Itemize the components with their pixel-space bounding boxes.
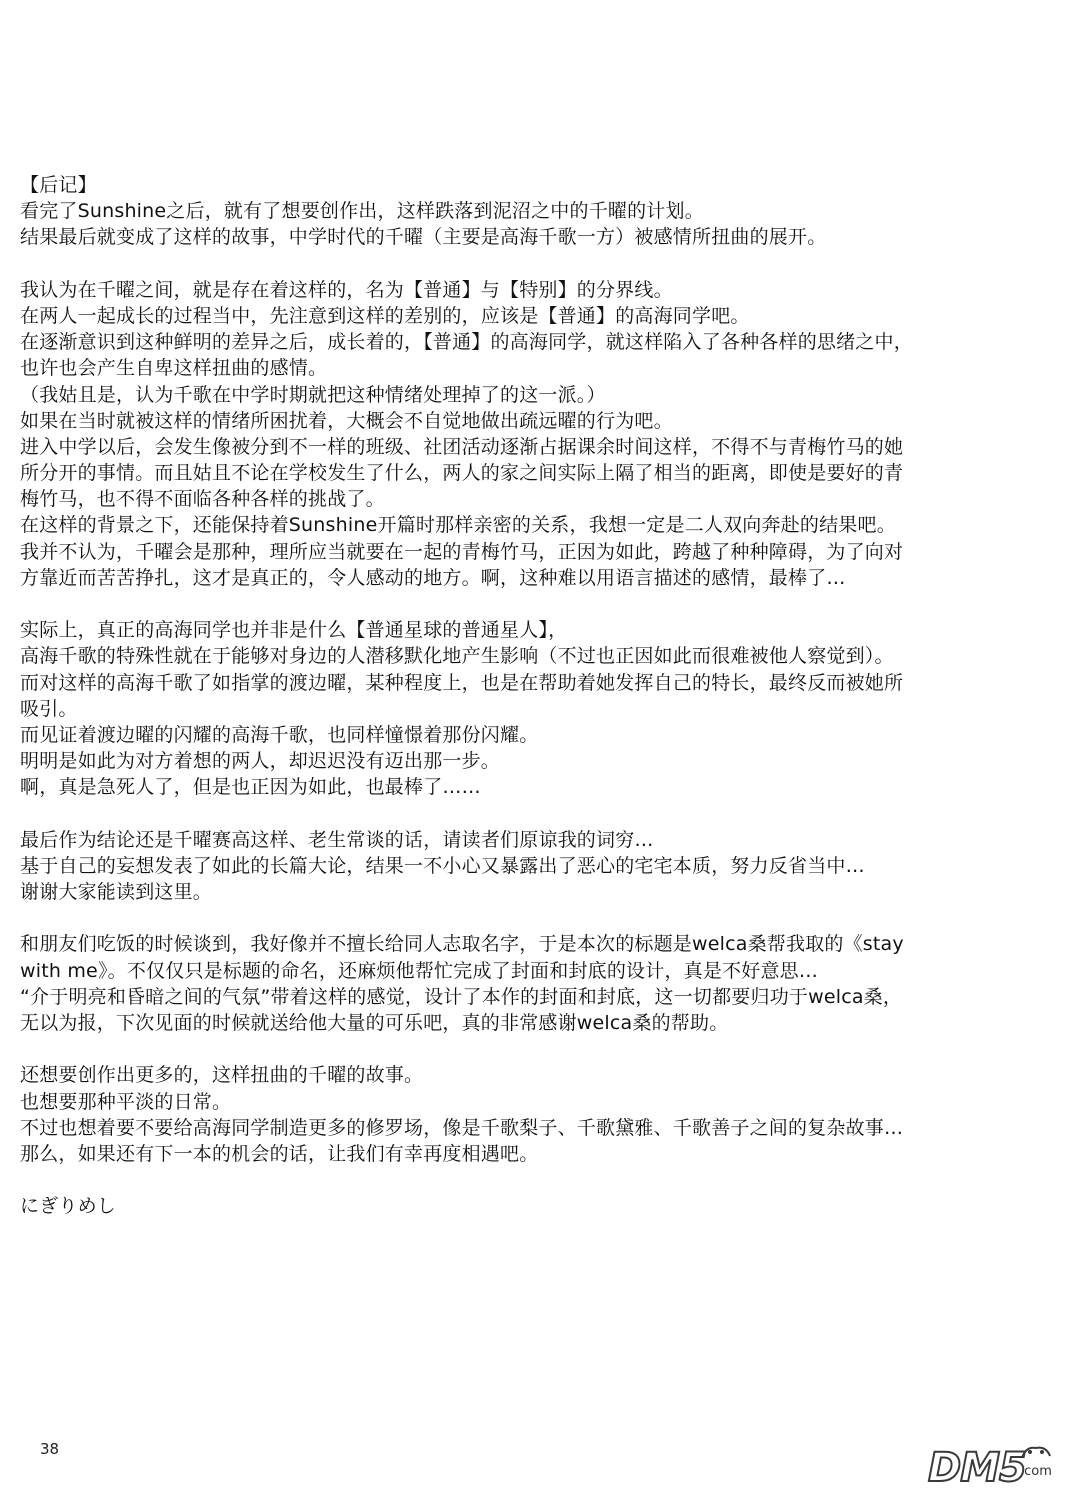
afterword-line: 高海千歌的特殊性就在于能够对身边的人潜移默化地产生影响（不过也正因如此而很难被他人察觉到）。 (20, 645, 894, 668)
afterword-line: 无以为报，下次见面的时候就送给他大量的可乐吧，真的非常感谢welca桑的帮助。 (20, 1012, 729, 1034)
watermark-domain-text: .com (1020, 1464, 1052, 1479)
afterword-line: 明明是如此为对方着想的两人，却迟迟没有迈出那一步。 (20, 750, 501, 773)
afterword-line: 吸引。 (20, 697, 78, 720)
afterword-line: 看完了Sunshine之后，就有了想要创作出，这样跌落到泥沼之中的千曜的计划。 (20, 200, 704, 223)
page-number: 38 (40, 1440, 60, 1458)
afterword-line: 也许也会产生自卑这样扭曲的感情。 (20, 357, 328, 380)
afterword-line: 在逐渐意识到这种鲜明的差异之后，成长着的，【普通】的高海同学，就这样陷入了各种各样的思绪之中， (20, 331, 913, 354)
afterword-line: 梅竹马，也不得不面临各种各样的挑战了。 (20, 488, 385, 511)
afterword-line: 最后作为结论还是千曜赛高这样、老生常谈的话，请读者们原谅我的词穷… (20, 828, 654, 851)
afterword-line: 啊，真是急死人了，但是也正因为如此，也最棒了…… (20, 776, 481, 799)
paragraph-gap (20, 1167, 1060, 1193)
site-watermark (928, 1442, 1068, 1492)
afterword-line: 谢谢大家能读到这里。 (20, 881, 213, 904)
paragraph-gap (20, 905, 1060, 931)
afterword-line: 也想要那种平淡的日常。 (20, 1090, 232, 1113)
afterword-line: 而见证着渡边曜的闪耀的高海千歌，也同样憧憬着那份闪耀。 (20, 723, 539, 746)
afterword-line: 基于自己的妄想发表了如此的长篇大论，结果一不小心又暴露出了恶心的宅宅本质，努力反省当中… (20, 854, 865, 877)
paragraph-gap (20, 801, 1060, 827)
paragraph-gap (20, 251, 1060, 277)
afterword-line: 结果最后就变成了这样的故事，中学时代的千曜（主要是高海千歌一方）被感情所扭曲的展开。 (20, 226, 827, 249)
mascot-icon (1016, 1442, 1056, 1462)
paragraph-gap (20, 591, 1060, 617)
author-signature: にぎりめし (20, 1195, 117, 1218)
afterword-line: 在两人一起成长的过程当中，先注意到这样的差别的，应该是【普通】的高海同学吧。 (20, 304, 750, 327)
afterword-line: 还想要创作出更多的，这样扭曲的千曜的故事。 (20, 1064, 424, 1087)
afterword-line: “介于明亮和昏暗之间的气氛”带着这样的感觉，设计了本作的封面和封底，这一切都要归功于welca桑， (20, 985, 903, 1008)
afterword-line: 那么，如果还有下一本的机会的话，让我们有幸再度相遇吧。 (20, 1142, 539, 1165)
afterword-line: 方靠近而苦苦挣扎，这才是真正的，令人感动的地方。啊，这种难以用语言描述的感情，最棒了… (20, 566, 846, 589)
afterword-line: 所分开的事情。而且姑且不论在学校发生了什么，两人的家之间实际上隔了相当的距离，即使是要好的青 (20, 462, 904, 485)
afterword-line: （我姑且是，认为千歌在中学时期就把这种情绪处理掉了的这一派。） (20, 383, 606, 406)
afterword-line: 实际上，真正的高海同学也并非是什么【普通星球的普通星人】， (20, 619, 568, 642)
afterword-line: 如果在当时就被这样的情绪所困扰着，大概会不自觉地做出疏远曜的行为吧。 (20, 409, 673, 432)
afterword-line: 不过也想着要不要给高海同学制造更多的修罗场，像是千歌梨子、千歌黛雅、千歌善子之间的复杂故事… (20, 1116, 904, 1139)
afterword-line: with me》。不仅仅只是标题的命名，还麻烦他帮忙完成了封面和封底的设计，真是不好意思… (20, 959, 819, 982)
afterword-line: 我并不认为，千曜会是那种，理所应当就要在一起的青梅竹马，正因为如此，跨越了种种障碍，为了向对 (20, 540, 904, 563)
watermark-logo-text: DM5 (928, 1445, 1026, 1491)
afterword-line: 而对这样的高海千歌了如指掌的渡边曜，某种程度上，也是在帮助着她发挥自己的特长，最终反而被她所 (20, 671, 904, 694)
afterword-text (20, 172, 1060, 1220)
afterword-heading: 【后记】 (20, 174, 97, 196)
afterword-line: 在这样的背景之下，还能保持着Sunshine开篇时那样亲密的关系，我想一定是二人双向奔赴的结果吧。 (20, 514, 896, 537)
afterword-line: 和朋友们吃饭的时候谈到，我好像并不擅长给同人志取名字，于是本次的标题是welca桑帮我取的《stay (20, 933, 904, 956)
paragraph-gap (20, 1036, 1060, 1062)
afterword-line: 我认为在千曜之间，就是存在着这样的，名为【普通】与【特别】的分界线。 (20, 278, 673, 301)
afterword-line: 进入中学以后，会发生像被分到不一样的班级、社团活动逐渐占据课余时间这样，不得不与青梅竹马的她 (20, 435, 904, 458)
